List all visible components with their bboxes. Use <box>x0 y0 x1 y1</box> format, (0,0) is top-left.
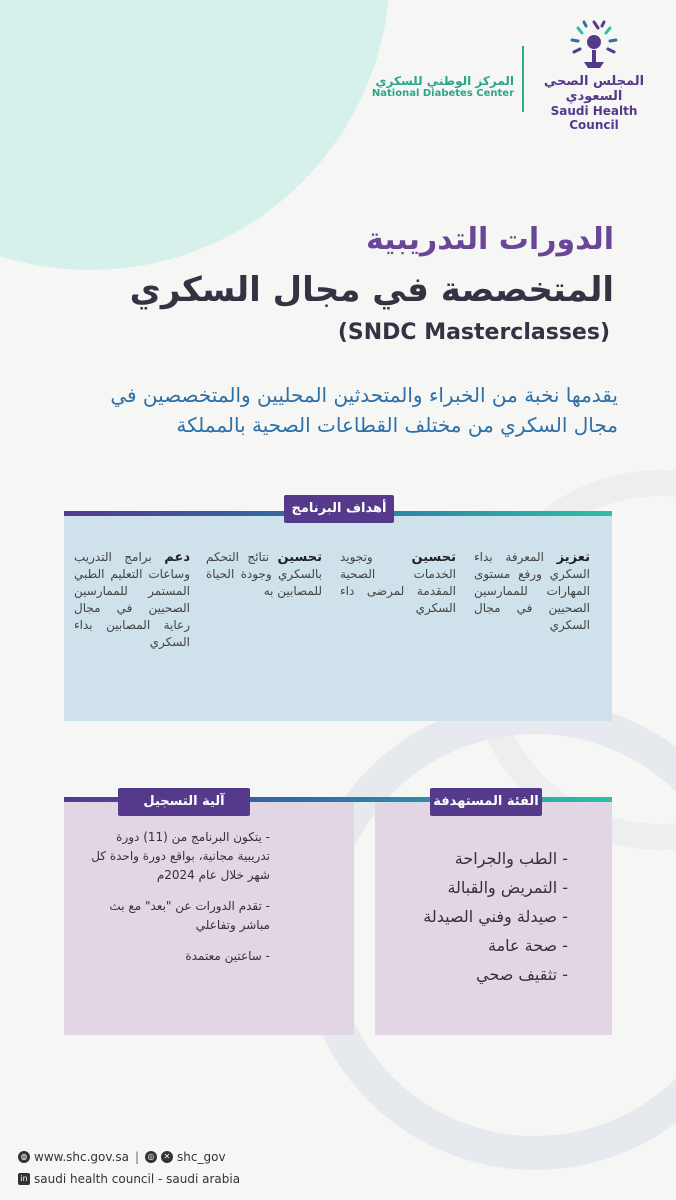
goal-item-bold: تعزيز <box>556 550 590 565</box>
title-line2: المتخصصة في مجال السكري <box>129 270 614 310</box>
goal-item-text: نتائج التحكم بالسكري وجودة الحياة للمصابين به <box>206 550 322 598</box>
list-item: - تثقيف صحي <box>476 965 568 984</box>
goal-item-text: برامج التدريب وساعات التعليم الطبي المستمر للممارسين الصحيين في مجال رعاية المصابين بداء السكري <box>74 550 190 649</box>
registration-label: آلية التسجيل <box>118 788 250 816</box>
shc-name-en: Saudi Health Council <box>550 104 638 132</box>
separator: | <box>134 1150 140 1164</box>
shc-emblem-icon <box>562 14 626 72</box>
list-item: - ساعتين معتمدة <box>185 949 270 963</box>
goal-item <box>340 549 456 617</box>
goal-item-text: المعرفة بداء السكري ورفع مستوى المهارات للممارسين الصحيين في مجال السكري <box>474 550 590 632</box>
goal-item <box>206 549 322 600</box>
social-handle[interactable]: shc_gov <box>177 1150 226 1164</box>
instagram-icon[interactable]: ◎ <box>145 1151 157 1163</box>
list-item: - تقدم الدورات عن "بعد" مع بث مباشر وتفاعلي <box>109 899 270 932</box>
list-item: - صحة عامة <box>487 936 568 955</box>
goal-item <box>74 549 190 651</box>
goal-item-text: وتجويد الخدمات الصحية المقدمة لمرضى داء السكري <box>340 550 456 615</box>
footer <box>18 1146 240 1190</box>
globe-icon: ◍ <box>18 1151 30 1163</box>
shc-name-ar: المجلس الصحي السعودي <box>543 74 645 104</box>
linkedin-icon[interactable]: in <box>18 1173 30 1185</box>
list-item: - صيدلة وفني الصيدلة <box>423 907 568 926</box>
x-icon[interactable]: ✕ <box>161 1151 173 1163</box>
goal-item-bold: تحسين <box>277 550 322 565</box>
logo-divider <box>522 46 524 112</box>
subtitle: يقدمها نخبة من الخبراء والمتحدثين المحليين والمتخصصين في مجال السكري من مختلف القطاعات الصحية بالمملكة <box>110 383 618 437</box>
ndc-logo <box>372 74 514 99</box>
goals-label: أهداف البرنامج <box>284 495 394 523</box>
title-line3: (SNDC Masterclasses) <box>337 320 610 345</box>
background-circle <box>0 0 390 270</box>
list-item: - الطب والجراحة <box>454 849 568 868</box>
website-link[interactable]: www.shc.gov.sa <box>34 1150 129 1164</box>
goal-item-bold: دعم <box>164 550 190 565</box>
registration-list <box>80 828 270 978</box>
goal-item <box>474 549 590 634</box>
title-line1: الدورات التدريبية <box>365 222 614 257</box>
linkedin-link[interactable]: saudi health council - saudi arabia <box>34 1172 241 1186</box>
shc-logo <box>530 14 658 132</box>
ndc-name-ar: المركز الوطني للسكري <box>375 74 514 88</box>
target-label: الفئة المستهدفة <box>430 788 542 816</box>
ndc-name-en: National Diabetes Center <box>371 88 514 99</box>
target-list <box>368 844 568 989</box>
goal-item-bold: تحسين <box>411 550 456 565</box>
list-item: - التمريض والقبالة <box>447 878 568 897</box>
list-item: - يتكون البرنامج من (11) دورة تدريبية مجانية، بواقع دورة واحدة كل شهر خلال عام 2024م <box>91 830 270 882</box>
